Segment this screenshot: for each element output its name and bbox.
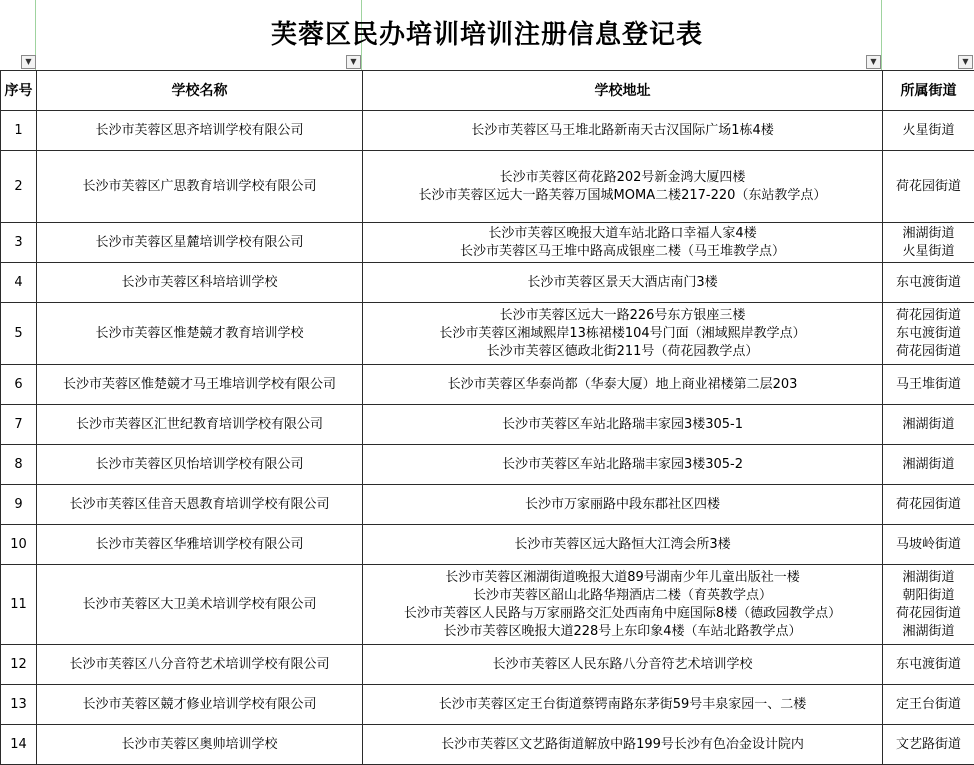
address-line: 长沙市芙蓉区远大一路226号东方银座三楼 xyxy=(365,307,880,325)
cell-school-name[interactable]: 长沙市芙蓉区贝怡培训学校有限公司 xyxy=(37,445,363,485)
cell-school-name[interactable]: 长沙市芙蓉区思齐培训学校有限公司 xyxy=(37,111,363,151)
address-line: 长沙市芙蓉区华泰尚都（华泰大厦）地上商业裙楼第二层203 xyxy=(365,376,880,394)
address-line: 长沙市芙蓉区文艺路街道解放中路199号长沙有色冶金设计院内 xyxy=(365,736,880,754)
street-line: 荷花园街道 xyxy=(885,605,972,623)
address-line: 长沙市芙蓉区湘湖街道晚报大道89号湖南少年儿童出版社一楼 xyxy=(365,569,880,587)
filter-dropdown-icon[interactable]: ▼ xyxy=(958,55,973,69)
cell-street[interactable] xyxy=(883,365,974,405)
cell-street[interactable] xyxy=(883,223,974,263)
address-line: 长沙市芙蓉区晚报大道车站北路口幸福人家4楼 xyxy=(365,225,880,243)
cell-street[interactable] xyxy=(883,685,974,725)
street-line: 文艺路街道 xyxy=(885,736,972,754)
address-line: 长沙市芙蓉区人民路与万家丽路交汇处西南角中庭国际8楼（德政园教学点） xyxy=(365,605,880,623)
table-row xyxy=(1,725,974,765)
cell-street[interactable] xyxy=(883,645,974,685)
street-line: 火星街道 xyxy=(885,243,972,261)
table-row xyxy=(1,263,974,303)
cell-number[interactable]: 10 xyxy=(1,525,37,565)
address-line: 长沙市芙蓉区韶山北路华翔酒店二楼（育英教学点） xyxy=(365,587,880,605)
street-line: 马坡岭街道 xyxy=(885,536,972,554)
page-title: 芙蓉区民办培训培训注册信息登记表 xyxy=(0,14,974,51)
column-header-number[interactable]: 序号 xyxy=(1,71,37,111)
column-header-school-name[interactable]: 学校名称 xyxy=(37,71,363,111)
cell-number[interactable]: 8 xyxy=(1,445,37,485)
address-line: 长沙市芙蓉区远大路恒大江湾会所3楼 xyxy=(365,536,880,554)
table-row xyxy=(1,151,974,223)
cell-school-address[interactable] xyxy=(363,405,883,445)
column-header-school-address[interactable]: 学校地址 xyxy=(363,71,883,111)
street-line: 东屯渡街道 xyxy=(885,274,972,292)
cell-street[interactable] xyxy=(883,485,974,525)
cell-school-address[interactable] xyxy=(363,223,883,263)
cell-school-name[interactable]: 长沙市芙蓉区佳音天恩教育培训学校有限公司 xyxy=(37,485,363,525)
cell-number[interactable]: 9 xyxy=(1,485,37,525)
address-line: 长沙市芙蓉区远大一路芙蓉万国城MOMA二楼217-220（东站教学点） xyxy=(365,187,880,205)
street-line: 东屯渡街道 xyxy=(885,325,972,343)
street-line: 东屯渡街道 xyxy=(885,656,972,674)
cell-street[interactable] xyxy=(883,263,974,303)
street-line: 湘湖街道 xyxy=(885,416,972,434)
table-row xyxy=(1,445,974,485)
cell-number[interactable]: 5 xyxy=(1,303,37,365)
address-line: 长沙市芙蓉区车站北路瑞丰家园3楼305-2 xyxy=(365,456,880,474)
cell-school-name[interactable]: 长沙市芙蓉区华雅培训学校有限公司 xyxy=(37,525,363,565)
street-line: 湘湖街道 xyxy=(885,569,972,587)
address-line: 长沙市芙蓉区马王堆北路新南天古汉国际广场1栋4楼 xyxy=(365,122,880,140)
table-row xyxy=(1,365,974,405)
cell-street[interactable] xyxy=(883,405,974,445)
table-row xyxy=(1,223,974,263)
cell-number[interactable]: 13 xyxy=(1,685,37,725)
table-row xyxy=(1,303,974,365)
table-row xyxy=(1,565,974,645)
street-line: 荷花园街道 xyxy=(885,178,972,196)
cell-school-address[interactable] xyxy=(363,645,883,685)
cell-street[interactable] xyxy=(883,525,974,565)
table-body xyxy=(1,111,974,765)
filter-dropdown-icon[interactable]: ▼ xyxy=(21,55,36,69)
table-row xyxy=(1,645,974,685)
cell-school-address[interactable] xyxy=(363,263,883,303)
cell-number[interactable]: 14 xyxy=(1,725,37,765)
table-row xyxy=(1,485,974,525)
cell-street[interactable] xyxy=(883,111,974,151)
address-line: 长沙市芙蓉区定王台街道蔡锷南路东茅街59号丰泉家园一、二楼 xyxy=(365,696,880,714)
street-line: 朝阳街道 xyxy=(885,587,972,605)
cell-school-address[interactable] xyxy=(363,525,883,565)
table-row xyxy=(1,111,974,151)
cell-street[interactable] xyxy=(883,303,974,365)
cell-number[interactable]: 3 xyxy=(1,223,37,263)
address-line: 长沙市万家丽路中段东郡社区四楼 xyxy=(365,496,880,514)
cell-street[interactable] xyxy=(883,151,974,223)
cell-school-name[interactable]: 长沙市芙蓉区广思教育培训学校有限公司 xyxy=(37,151,363,223)
address-line: 长沙市芙蓉区湘域熙岸13栋裙楼104号门面（湘域熙岸教学点） xyxy=(365,325,880,343)
autofilter-row xyxy=(0,54,974,70)
cell-street[interactable] xyxy=(883,445,974,485)
cell-school-address[interactable] xyxy=(363,151,883,223)
address-line: 长沙市芙蓉区晚报大道228号上东印象4楼（车站北路教学点） xyxy=(365,623,880,641)
cell-school-name[interactable]: 长沙市芙蓉区星麓培训学校有限公司 xyxy=(37,223,363,263)
address-line: 长沙市芙蓉区德政北街211号（荷花园教学点） xyxy=(365,343,880,361)
cell-school-name[interactable]: 长沙市芙蓉区大卫美术培训学校有限公司 xyxy=(37,565,363,645)
street-line: 荷花园街道 xyxy=(885,496,972,514)
cell-school-address[interactable] xyxy=(363,725,883,765)
filter-dropdown-icon[interactable]: ▼ xyxy=(866,55,881,69)
cell-school-name[interactable]: 长沙市芙蓉区競才修业培训学校有限公司 xyxy=(37,685,363,725)
address-line: 长沙市芙蓉区马王堆中路高成银座二楼（马王堆教学点） xyxy=(365,243,880,261)
street-line: 湘湖街道 xyxy=(885,225,972,243)
filter-dropdown-icon[interactable]: ▼ xyxy=(346,55,361,69)
cell-street[interactable] xyxy=(883,725,974,765)
cell-school-name[interactable]: 长沙市芙蓉区八分音符艺术培训学校有限公司 xyxy=(37,645,363,685)
street-line: 湘湖街道 xyxy=(885,623,972,641)
table-row xyxy=(1,525,974,565)
cell-street[interactable] xyxy=(883,565,974,645)
table-row xyxy=(1,685,974,725)
cell-school-address[interactable] xyxy=(363,303,883,365)
cell-number[interactable]: 6 xyxy=(1,365,37,405)
street-line: 马王堆街道 xyxy=(885,376,972,394)
cell-number[interactable]: 1 xyxy=(1,111,37,151)
street-line: 湘湖街道 xyxy=(885,456,972,474)
registration-table xyxy=(0,70,974,765)
cell-number[interactable]: 12 xyxy=(1,645,37,685)
street-line: 定王台街道 xyxy=(885,696,972,714)
header-row xyxy=(1,71,974,111)
table-row xyxy=(1,405,974,445)
cell-school-address[interactable] xyxy=(363,685,883,725)
column-header-street[interactable]: 所属街道 xyxy=(883,71,974,111)
cell-school-name[interactable]: 长沙市芙蓉区科培培训学校 xyxy=(37,263,363,303)
street-line: 荷花园街道 xyxy=(885,343,972,361)
address-line: 长沙市芙蓉区车站北路瑞丰家园3楼305-1 xyxy=(365,416,880,434)
cell-school-name[interactable]: 长沙市芙蓉区汇世纪教育培训学校有限公司 xyxy=(37,405,363,445)
cell-school-name[interactable]: 长沙市芙蓉区惟楚競才马王堆培训学校有限公司 xyxy=(37,365,363,405)
cell-number[interactable]: 4 xyxy=(1,263,37,303)
address-line: 长沙市芙蓉区荷花路202号新金鸿大厦四楼 xyxy=(365,169,880,187)
cell-school-address[interactable] xyxy=(363,445,883,485)
address-line: 长沙市芙蓉区景天大酒店南门3楼 xyxy=(365,274,880,292)
cell-number[interactable]: 2 xyxy=(1,151,37,223)
cell-school-address[interactable] xyxy=(363,485,883,525)
cell-school-address[interactable] xyxy=(363,111,883,151)
cell-number[interactable]: 7 xyxy=(1,405,37,445)
cell-number[interactable]: 11 xyxy=(1,565,37,645)
address-line: 长沙市芙蓉区人民东路八分音符艺术培训学校 xyxy=(365,656,880,674)
cell-school-address[interactable] xyxy=(363,565,883,645)
cell-school-name[interactable]: 长沙市芙蓉区惟楚競才教育培训学校 xyxy=(37,303,363,365)
cell-school-name[interactable]: 长沙市芙蓉区奥帅培训学校 xyxy=(37,725,363,765)
street-line: 荷花园街道 xyxy=(885,307,972,325)
street-line: 火星街道 xyxy=(885,122,972,140)
cell-school-address[interactable] xyxy=(363,365,883,405)
